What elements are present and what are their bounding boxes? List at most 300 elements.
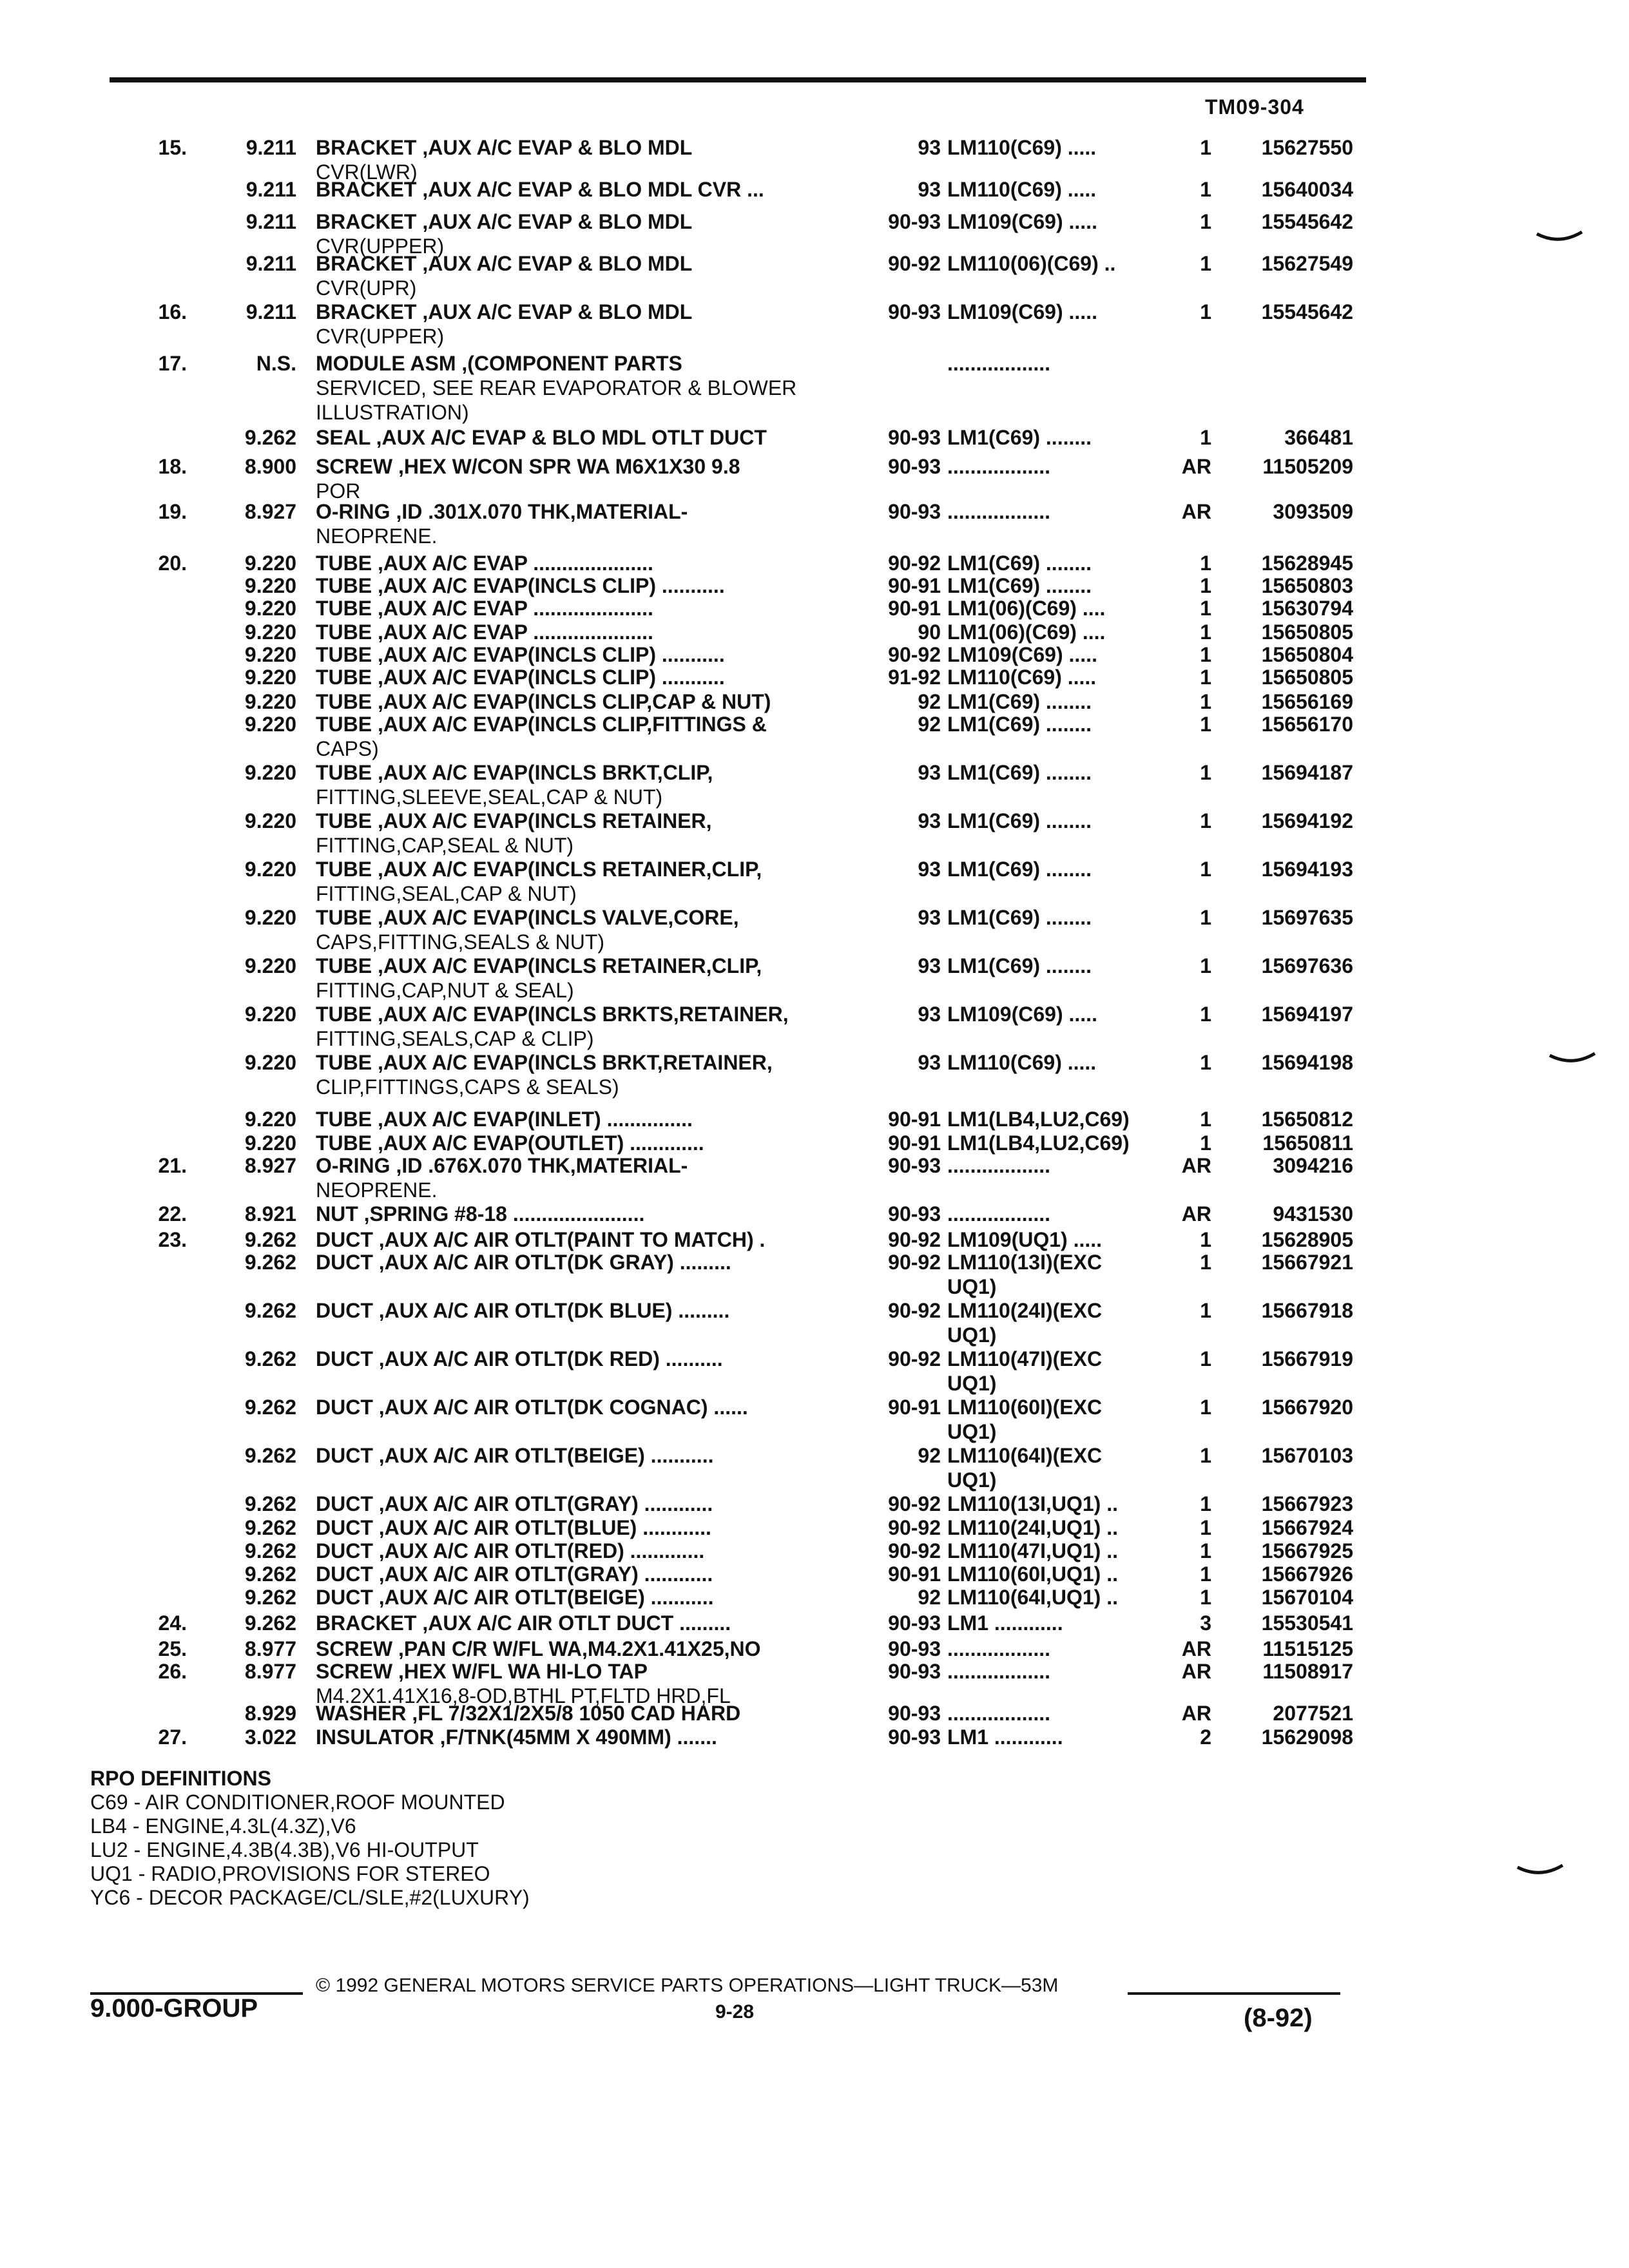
group-number: 9.220 (244, 906, 296, 929)
model-usage (947, 454, 1192, 479)
part-description (316, 251, 857, 300)
item-number: 15. (158, 136, 187, 159)
model-year: 90-93 (888, 300, 941, 323)
table-row (0, 1250, 1629, 1298)
model-line: LM109(C69) ..... (947, 210, 1097, 233)
quantity: 1 (1200, 713, 1211, 736)
part-number: 15694198 (1261, 1051, 1353, 1074)
part-number: 15628905 (1261, 1228, 1353, 1251)
part-number: 15650805 (1261, 620, 1353, 644)
model-line: LM109(C69) ..... (947, 643, 1097, 666)
table-row (0, 1202, 1629, 1226)
description-line: CAPS) (316, 737, 379, 760)
group-number: 9.262 (244, 1611, 296, 1635)
quantity: 1 (1200, 574, 1211, 597)
description-line: DUCT ,AUX A/C AIR OTLT(DK GRAY) ......... (316, 1251, 731, 1274)
model-usage (947, 551, 1192, 575)
part-description (316, 1202, 857, 1226)
model-usage (947, 425, 1192, 450)
model-year: 90-92 (888, 1228, 941, 1251)
group-number: 9.211 (246, 178, 296, 201)
model-year: 90-93 (888, 1202, 941, 1225)
group-number: 9.211 (246, 300, 296, 323)
model-line: .................. (947, 1702, 1051, 1725)
description-line: TUBE ,AUX A/C EVAP(INCLS RETAINER,CLIP, (316, 858, 762, 881)
group-number: 9.262 (244, 1562, 296, 1586)
description-line: SERVICED, SEE REAR EVAPORATOR & BLOWER (316, 376, 797, 399)
description-line: TUBE ,AUX A/C EVAP(INCLS CLIP) ........... (316, 643, 725, 666)
model-usage (947, 135, 1192, 160)
model-year: 90-92 (888, 1539, 941, 1562)
quantity: 1 (1200, 136, 1211, 159)
table-row (0, 177, 1629, 202)
part-description (316, 1492, 857, 1516)
group-number: 9.262 (244, 426, 296, 449)
model-year: 90-91 (888, 1396, 941, 1419)
quantity: 1 (1200, 1516, 1211, 1539)
description-line: FITTING,CAP,NUT & SEAL) (316, 979, 574, 1002)
table-row (0, 573, 1629, 598)
part-number: 15545642 (1261, 300, 1353, 323)
description-line: BRACKET ,AUX A/C EVAP & BLO MDL CVR ... (316, 178, 764, 201)
part-number: 15650812 (1261, 1108, 1353, 1131)
part-description (316, 573, 857, 598)
part-description (316, 300, 857, 349)
model-year: 90-91 (888, 1562, 941, 1586)
description-line: BRACKET ,AUX A/C AIR OTLT DUCT ......... (316, 1611, 731, 1635)
rpo-definition: YC6 - DECOR PACKAGE/CL/SLE,#2(LUXURY) (90, 1886, 530, 1909)
table-row (0, 760, 1629, 809)
quantity: 1 (1200, 906, 1211, 929)
item-number: 17. (158, 352, 187, 375)
part-number: 15667919 (1261, 1347, 1353, 1370)
model-line: .................. (947, 1202, 1051, 1225)
part-number: 15670104 (1261, 1586, 1353, 1609)
quantity: 1 (1200, 1539, 1211, 1562)
table-row (0, 135, 1629, 184)
part-number: 15667924 (1261, 1516, 1353, 1539)
part-description (316, 1131, 857, 1155)
model-year: 90-93 (888, 426, 941, 449)
part-number: 15628945 (1261, 552, 1353, 575)
group-number: 9.220 (244, 574, 296, 597)
description-line: DUCT ,AUX A/C AIR OTLT(DK BLUE) ......... (316, 1299, 730, 1322)
part-number: 15667920 (1261, 1396, 1353, 1419)
model-line: LM1(C69) ........ (947, 858, 1092, 881)
table-row (0, 1515, 1629, 1540)
model-usage (947, 905, 1192, 930)
description-line: SCREW ,PAN C/R W/FL WA,M4.2X1.41X25,NO (316, 1637, 761, 1660)
part-description (316, 1347, 857, 1371)
part-description (316, 620, 857, 644)
quantity: 1 (1200, 210, 1211, 233)
item-number: 23. (158, 1228, 187, 1251)
model-usage (947, 1250, 1192, 1299)
group-number: 9.220 (244, 1051, 296, 1074)
group-number: 9.211 (246, 210, 296, 233)
part-description (316, 954, 857, 1003)
part-description (316, 1443, 857, 1468)
part-description (316, 425, 857, 450)
model-line: LM1 ............ (947, 1611, 1063, 1635)
quantity: 1 (1200, 300, 1211, 323)
part-number: 15667921 (1261, 1251, 1353, 1274)
table-row (0, 454, 1629, 503)
quantity: 1 (1200, 252, 1211, 275)
model-line: LM110(C69) ..... (947, 136, 1097, 159)
table-row (0, 1443, 1629, 1492)
model-year: 92 (918, 690, 941, 713)
footer-page-number: 9-28 (715, 2001, 755, 2023)
part-description (316, 1637, 857, 1661)
model-usage (947, 1515, 1192, 1540)
part-number: 11508917 (1262, 1660, 1353, 1683)
description-line: TUBE ,AUX A/C EVAP(INCLS BRKT,RETAINER, (316, 1051, 773, 1074)
description-line: DUCT ,AUX A/C AIR OTLT(DK COGNAC) ...... (316, 1396, 748, 1419)
part-description (316, 1701, 857, 1725)
part-number: 15627549 (1261, 252, 1353, 275)
model-usage (947, 857, 1192, 881)
group-number: 9.220 (244, 643, 296, 666)
rpo-definitions (90, 1767, 530, 1910)
model-usage (947, 573, 1192, 598)
rpo-definition: LU2 - ENGINE,4.3B(4.3B),V6 HI-OUTPUT (90, 1838, 479, 1861)
model-usage (947, 1539, 1192, 1563)
part-description (316, 454, 857, 503)
quantity: 1 (1200, 597, 1211, 620)
model-year: 90-91 (888, 1108, 941, 1131)
part-description (316, 689, 857, 714)
model-line: LM1(C69) ........ (947, 761, 1092, 784)
item-number: 20. (158, 552, 187, 575)
part-number: 15670103 (1261, 1444, 1353, 1467)
model-usage (947, 1202, 1192, 1226)
description-line: BRACKET ,AUX A/C EVAP & BLO MDL (316, 252, 693, 275)
description-line: TUBE ,AUX A/C EVAP ..................... (316, 620, 653, 644)
model-usage (947, 1637, 1192, 1661)
quantity: 1 (1200, 858, 1211, 881)
model-line: LM1(C69) ........ (947, 954, 1092, 977)
description-line: CVR(LWR) (316, 160, 418, 184)
footer-copyright: © 1992 GENERAL MOTORS SERVICE PARTS OPERATIONS—LIGHT TRUCK—53M (316, 1975, 1059, 1996)
footer-rule (1128, 1992, 1340, 1995)
model-year: 90-93 (888, 1725, 941, 1749)
model-year: 93 (918, 809, 941, 832)
model-line: .................. (947, 1637, 1051, 1660)
quantity: 1 (1200, 178, 1211, 201)
part-number: 11505209 (1262, 455, 1353, 478)
part-number: 15656170 (1261, 713, 1353, 736)
footer-group-label: 9.000-GROUP (90, 1994, 258, 2023)
description-line: TUBE ,AUX A/C EVAP(INCLS VALVE,CORE, (316, 906, 739, 929)
model-year: 93 (918, 1003, 941, 1026)
model-line: LM109(C69) ..... (947, 300, 1097, 323)
table-row (0, 1347, 1629, 1395)
group-number: 9.262 (244, 1396, 296, 1419)
model-line: LM110(64I)(EXC (947, 1444, 1103, 1467)
model-year: 90-92 (888, 1251, 941, 1274)
part-number: 2077521 (1273, 1702, 1353, 1725)
table-row (0, 1227, 1629, 1252)
part-description (316, 1585, 857, 1610)
group-number: 9.220 (244, 1108, 296, 1131)
description-line: O-RING ,ID .676X.070 THK,MATERIAL- (316, 1154, 688, 1177)
model-usage (947, 1585, 1192, 1610)
part-number: 15650803 (1261, 574, 1353, 597)
model-year: 90-91 (888, 597, 941, 620)
table-row (0, 425, 1629, 450)
group-number: 9.262 (244, 1347, 296, 1370)
part-description (316, 760, 857, 809)
description-line: INSULATOR ,F/TNK(45MM X 490MM) ....... (316, 1725, 717, 1749)
part-description (316, 1562, 857, 1586)
part-number: 15629098 (1261, 1725, 1353, 1749)
model-year: 90-93 (888, 455, 941, 478)
table-row (0, 1725, 1629, 1749)
model-year: 93 (918, 178, 941, 201)
group-number: 9.262 (244, 1586, 296, 1609)
description-line: NEOPRENE. (316, 1178, 438, 1202)
model-usage (947, 620, 1192, 644)
description-line: DUCT ,AUX A/C AIR OTLT(BEIGE) ........... (316, 1586, 714, 1609)
group-number: 9.220 (244, 597, 296, 620)
quantity: 1 (1200, 761, 1211, 784)
model-usage (947, 954, 1192, 978)
description-line: MODULE ASM ,(COMPONENT PARTS (316, 352, 682, 375)
model-line: UQ1) (947, 1468, 997, 1492)
part-number: 15694197 (1261, 1003, 1353, 1026)
description-line: FITTING,SLEEVE,SEAL,CAP & NUT) (316, 785, 663, 809)
footer-date-code: (8-92) (1244, 2004, 1313, 2032)
model-year: 90-93 (888, 1154, 941, 1177)
group-number: 9.262 (244, 1516, 296, 1539)
group-number: 9.220 (244, 713, 296, 736)
model-usage (947, 665, 1192, 689)
group-number: 8.921 (244, 1202, 296, 1225)
description-line: SCREW ,HEX W/CON SPR WA M6X1X30 9.8 (316, 455, 740, 478)
model-line: LM1(LB4,LU2,C69) (947, 1108, 1130, 1131)
table-row (0, 251, 1629, 300)
part-number: 15650811 (1262, 1131, 1353, 1155)
description-line: BRACKET ,AUX A/C EVAP & BLO MDL (316, 136, 693, 159)
quantity: AR (1181, 1660, 1211, 1683)
part-number: 15667926 (1261, 1562, 1353, 1586)
model-usage (947, 809, 1192, 833)
description-line: TUBE ,AUX A/C EVAP(INCLS CLIP,FITTINGS & (316, 713, 767, 736)
quantity: 3 (1200, 1611, 1211, 1635)
table-row (0, 905, 1629, 954)
model-year: 90-93 (888, 1702, 941, 1725)
part-description (316, 596, 857, 620)
part-description (316, 1395, 857, 1419)
description-line: SCREW ,HEX W/FL WA HI-LO TAP (316, 1660, 648, 1683)
model-line: LM110(C69) ..... (947, 1051, 1097, 1074)
model-usage (947, 1395, 1192, 1444)
quantity: 1 (1200, 1108, 1211, 1131)
part-description (316, 1250, 857, 1274)
part-number: 9431530 (1273, 1202, 1353, 1225)
model-line: LM1(C69) ........ (947, 809, 1092, 832)
model-year: 90-93 (888, 1611, 941, 1635)
model-usage (947, 1443, 1192, 1492)
table-row (0, 499, 1629, 548)
table-row (0, 1637, 1629, 1661)
quantity: 1 (1200, 1051, 1211, 1074)
table-row (0, 1492, 1629, 1516)
part-description (316, 665, 857, 689)
margin-tick-mark (1514, 1862, 1566, 1881)
description-line: M4.2X1.41X16,8-OD,BTHL PT,FLTD HRD,FL (316, 1684, 731, 1707)
margin-tick-mark (1534, 229, 1585, 248)
model-usage (947, 1659, 1192, 1684)
model-usage (947, 642, 1192, 667)
description-line: TUBE ,AUX A/C EVAP(OUTLET) ............. (316, 1131, 704, 1155)
model-year: 93 (918, 1051, 941, 1074)
model-usage (947, 1050, 1192, 1075)
table-row (0, 1002, 1629, 1050)
table-row (0, 1107, 1629, 1131)
description-line: TUBE ,AUX A/C EVAP ..................... (316, 552, 653, 575)
table-row (0, 1298, 1629, 1347)
model-year: 90-92 (888, 552, 941, 575)
part-number: 15694187 (1261, 761, 1353, 784)
model-line: LM110(13I)(EXC (947, 1251, 1103, 1274)
part-number: 3093509 (1273, 500, 1353, 523)
quantity: 1 (1200, 1444, 1211, 1467)
part-description (316, 1515, 857, 1540)
model-year: 93 (918, 136, 941, 159)
table-row (0, 809, 1629, 857)
group-number: 9.220 (244, 1131, 296, 1155)
description-line: DUCT ,AUX A/C AIR OTLT(BLUE) ............ (316, 1516, 711, 1539)
part-description (316, 499, 857, 548)
model-line: .................. (947, 352, 1051, 375)
description-line: TUBE ,AUX A/C EVAP(INCLS BRKT,CLIP, (316, 761, 713, 784)
quantity: 1 (1200, 666, 1211, 689)
item-number: 22. (158, 1202, 187, 1225)
quantity: AR (1181, 1202, 1211, 1225)
part-number: 15640034 (1261, 178, 1353, 201)
group-number: 9.211 (246, 252, 296, 275)
table-row (0, 1659, 1629, 1707)
item-number: 16. (158, 300, 187, 323)
table-row (0, 1395, 1629, 1443)
description-line: CAPS,FITTING,SEALS & NUT) (316, 930, 605, 954)
description-line: WASHER ,FL 7/32X1/2X5/8 1050 CAD HARD (316, 1702, 741, 1725)
model-year: 90-92 (888, 643, 941, 666)
part-number: 15530541 (1261, 1611, 1353, 1635)
model-line: LM110(C69) ..... (947, 666, 1097, 689)
model-usage (947, 1347, 1192, 1396)
description-line: CLIP,FITTINGS,CAPS & SEALS) (316, 1075, 619, 1099)
quantity: AR (1181, 1702, 1211, 1725)
group-number: 9.220 (244, 954, 296, 977)
model-usage (947, 1227, 1192, 1252)
table-row (0, 1611, 1629, 1635)
group-number: 9.220 (244, 858, 296, 881)
model-year: 92 (918, 713, 941, 736)
description-line: TUBE ,AUX A/C EVAP(INCLS RETAINER,CLIP, (316, 954, 762, 977)
group-number: 8.929 (244, 1702, 296, 1725)
description-line: BRACKET ,AUX A/C EVAP & BLO MDL (316, 300, 693, 323)
model-year: 92 (918, 1586, 941, 1609)
model-usage (947, 300, 1192, 324)
model-usage (947, 251, 1192, 276)
group-number: 9.220 (244, 552, 296, 575)
model-usage (947, 760, 1192, 785)
group-number: 9.220 (244, 1003, 296, 1026)
model-year: 90-92 (888, 1516, 941, 1539)
quantity: 1 (1200, 954, 1211, 977)
table-row (0, 1562, 1629, 1586)
quantity: 1 (1200, 1299, 1211, 1322)
model-line: LM110(60I,UQ1) .. (947, 1562, 1118, 1586)
description-line: TUBE ,AUX A/C EVAP ..................... (316, 597, 653, 620)
model-year: 90-92 (888, 1299, 941, 1322)
rpo-definition: LB4 - ENGINE,4.3L(4.3Z),V6 (90, 1814, 356, 1838)
part-description (316, 1050, 857, 1099)
group-number: 9.262 (244, 1492, 296, 1515)
model-line: .................. (947, 500, 1051, 523)
part-number: 15656169 (1261, 690, 1353, 713)
model-line: LM1(C69) ........ (947, 713, 1092, 736)
model-year: 90-93 (888, 1637, 941, 1660)
model-line: LM1(06)(C69) .... (947, 597, 1106, 620)
description-line: CVR(UPR) (316, 276, 417, 300)
model-line: .................. (947, 1154, 1051, 1177)
group-number: 9.211 (246, 136, 296, 159)
table-row (0, 551, 1629, 575)
description-line: FITTING,CAP,SEAL & NUT) (316, 834, 574, 857)
part-number: 15545642 (1261, 210, 1353, 233)
description-line: ILLUSTRATION) (316, 401, 469, 424)
quantity: 1 (1200, 552, 1211, 575)
model-line: LM1(C69) ........ (947, 426, 1092, 449)
model-line: LM1(C69) ........ (947, 690, 1092, 713)
group-number: 9.262 (244, 1251, 296, 1274)
model-year: 92 (918, 1444, 941, 1467)
part-description (316, 1153, 857, 1202)
model-line: LM1 ............ (947, 1725, 1063, 1749)
description-line: TUBE ,AUX A/C EVAP(INCLS CLIP) ........... (316, 666, 725, 689)
model-line: LM110(24I)(EXC (947, 1299, 1103, 1322)
quantity: AR (1181, 1637, 1211, 1660)
table-row (0, 1539, 1629, 1563)
model-year: 90-93 (888, 210, 941, 233)
model-usage (947, 1725, 1192, 1749)
description-line: CVR(UPPER) (316, 235, 445, 258)
model-year: 93 (918, 858, 941, 881)
quantity: 1 (1200, 809, 1211, 832)
table-row (0, 300, 1629, 348)
table-row (0, 1585, 1629, 1610)
model-year: 90-92 (888, 1347, 941, 1370)
group-number: 9.262 (244, 1539, 296, 1562)
model-usage (947, 689, 1192, 714)
model-usage (947, 1107, 1192, 1131)
part-number: 15667925 (1261, 1539, 1353, 1562)
model-usage (947, 1701, 1192, 1725)
model-line: LM110(47I)(EXC (947, 1347, 1103, 1370)
quantity: 1 (1200, 1131, 1211, 1155)
quantity: 1 (1200, 1396, 1211, 1419)
model-usage (947, 1153, 1192, 1178)
model-line: UQ1) (947, 1372, 997, 1395)
table-row (0, 620, 1629, 644)
rpo-title: RPO DEFINITIONS (90, 1767, 271, 1790)
group-number: 9.262 (244, 1444, 296, 1467)
part-number: 15697636 (1261, 954, 1353, 977)
